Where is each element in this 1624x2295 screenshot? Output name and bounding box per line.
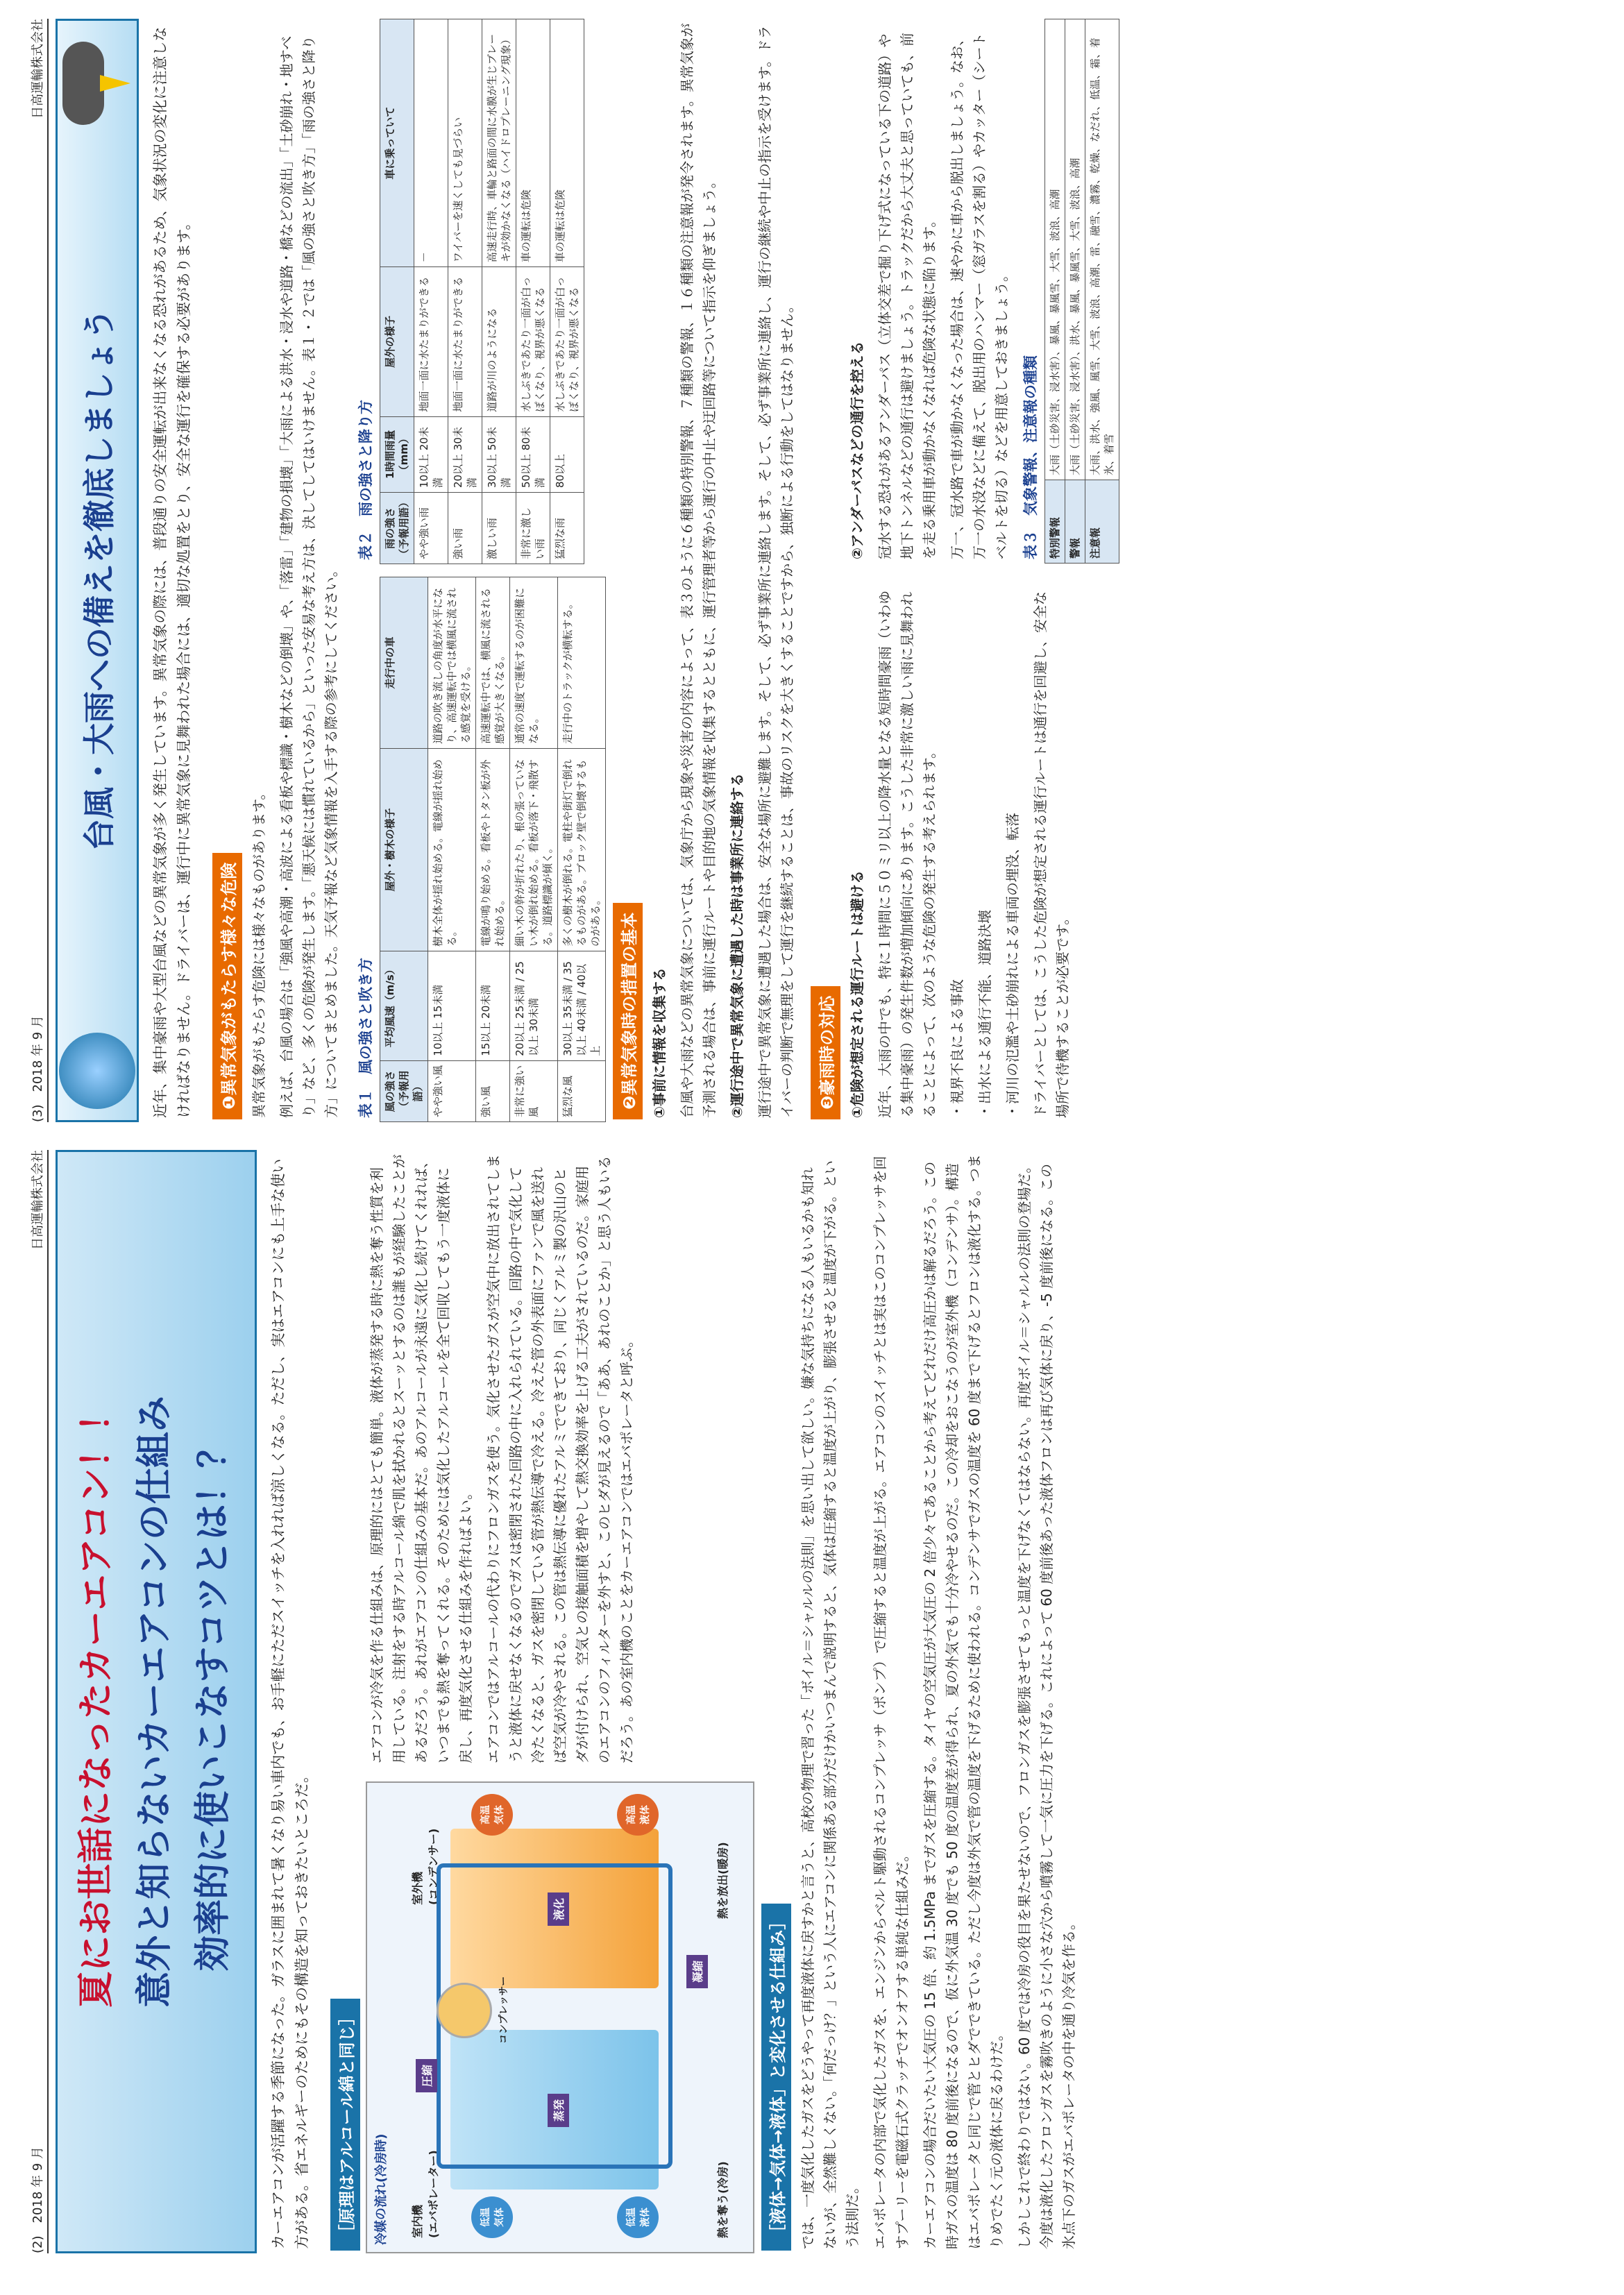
- table-row: 非常に激しい雨 50以上 80未満 水しぶきであたり一面が白っぽくなり、視界が悪くなる 車の運転は危険: [516, 19, 550, 564]
- heavy-rain-bullet-2: ・出水による通行不能、道路決壊: [976, 910, 993, 1118]
- heat-release-label: 熱を放出(暖房): [716, 1842, 729, 1919]
- table3-caption: 表３ 気象警報、注意報の種類: [1022, 355, 1039, 559]
- measures-paragraph-2: 運行途中で異常気象に遭遇した場合は、安全な場所に避難します。そして、必ず事業所に連絡します。そして、必ず事業所に連絡し、運行の継続や中止の指示を受けます。ドライバーの判断で無理をして運行を継続することは、事故のリスクを大きくすることですから、独断による行動をしてはなりません。: [756, 25, 795, 1118]
- heavy-rain-paragraph-2: ドライバーとしては、こうした危険が想定される運行ルートは通行を回避し、安全な場所で待機することが必要です。: [1032, 591, 1071, 1118]
- table1-header: 平均風速（m/s）: [380, 951, 428, 1061]
- dangers-paragraph-2: 例えば、台風の場合は「強風や高潮・高波による看板や標識・樹木などの倒壊」や、「落雷」「建物の損壊」「大雨による洪水・浸水や道路・橋などの流出」「土砂崩れ・地すべり」など、多くの危険が発生します。「悪天候には慣れているから」といった安易な考え方は、決してしてはいけません。表１・２では「風の強さと吹き方」「雨の強さと降り方」についてまとめました。天気予報など気象情報を入手する際の参考にしてください。: [278, 35, 339, 1118]
- warning-types-table: [1044, 19, 1119, 564]
- phase-paragraph-2: エバポレータの内部で気化したガスを、エンジンからベルト駆動されるコンプレッサ（ポンプ）で圧縮すると温度が上がる。エアコンのスイッチとは実はこのコンプレッサを回すプーリーを電磁石式クラッチでオンオフする単純な仕組みだ。: [872, 1155, 911, 2249]
- step-liquefy: 液化: [548, 1892, 569, 1926]
- table1-caption: 表１ 風の強さと吹き方: [357, 958, 374, 1118]
- headline-line-2: 意外と知らないカーエアコンの仕組み: [134, 1396, 176, 2008]
- phase-paragraph-3: カーエアコンの場合だいたい大気圧の 15 倍、約 1.5MPa までガスを圧縮する。タイヤの空気圧が大気圧の 2 倍少々であることから考えてどれだけ高圧かは解るだろう。この時ガスの温度は 80 度前後になるので、仮に外気温 30 度でも 50 度の温度差が得られ、夏の外気でも十分冷やせるのだ。この冷却をおこなうのが室外機（コンデンサ）。構造はエバポレータと同じで管とヒダでできている。ただし今度は外気で管の温度を下げるために使われる。コンデンサでガスの温度を 60 度まで下げるとフロンは液化する。つまりめでたく元の液体に戻るわけだ。: [922, 1154, 1005, 2249]
- measures-paragraph-1: 台風や大雨などの異常気象については、気象庁から現象や災害の内容によって、表３のように６種類の特別警報、７種類の警報、１６種類の注意報が発令されます。異常気象が予測される場合は、事前に運行ルートや目的地の気象情報を収集するとともに、運行管理者等から運行の中止や迂回路等について指示を仰ぎましょう。: [679, 23, 718, 1118]
- typhoon-banner: [56, 19, 139, 1122]
- wind-strength-table: [380, 577, 606, 1122]
- measures-heading-2: ②運行途中で異常気象に遭遇した時は事業所に連絡する: [729, 773, 745, 1118]
- heavy-rain-paragraph-1: 近年、大雨の中でも、特に１時間に５０ミリ以上の降水量となる短時間豪雨（いわゆる集中豪雨）の発生件数が増加傾向にあります。こうした非常に激しい雨に見舞われることによって、次のような危険の発生する考えられます。: [877, 591, 938, 1118]
- table-row: 強い風 15以上 20未満 電線が鳴り始める。看板やトタン板が外れ始める。 高速運転中では、横風に流される感覚が大きくなる。: [476, 577, 510, 1122]
- table1-header: 走行中の車: [380, 577, 428, 749]
- thunder-cloud-icon: [56, 35, 139, 132]
- table-row: 激しい雨 30以上 50未満 道路が川のようになる 高速走行時、車輪と路面の間に水膜が生じブレーキが効かなくなる（ハイドロプレーニング現象）: [482, 19, 516, 564]
- company-name: 日高運輸株式会社: [31, 19, 45, 119]
- table2-header: 屋外の様子: [380, 267, 414, 416]
- section-heading-phase-change: ［液体→気体→液体」と変化させる仕組み］: [761, 1904, 791, 2251]
- section-heading-principle: ［原理はアルコール綿と同じ］: [330, 1999, 360, 2251]
- section-heading-heavy-rain: ❸豪雨時の対応: [811, 986, 840, 1119]
- rain-strength-table: [380, 19, 584, 564]
- table-row: 注意報 大雨、洪水、強風、風雪、大雪、波浪、高潮、雷、融雪、濃霧、乾燥、なだれ、低温、霜、着氷、着雪: [1085, 19, 1119, 564]
- page-number-date: (3) 2018 年 9 月: [31, 1015, 45, 1122]
- heavy-rain-bullet-1: ・視界不良による事故: [949, 979, 965, 1118]
- page-number-date: (2) 2018 年 9 月: [31, 2146, 45, 2253]
- intro-text: 近年、集中豪雨や大型台風などの異常気象が多く発生しています。異常気象の際には、普段通りの安全運転が出来なくなる恐れがあるため、気象状況の変化に注意しなければなりません。ドライバーは、運行中に異常気象に見舞われた場合には、適切な処置をとり、安全な運行を確保する必要があります。: [152, 26, 192, 1118]
- table-row: やや強い風 10以上 15未満 樹木全体が揺れ始める。電線が揺れ始める。 道路の吹き流しの角度が水平になり、高速運転中では横風に流される感覚を受ける。: [428, 577, 476, 1122]
- diagram-title: 冷媒の流れ(冷房時): [374, 2133, 389, 2245]
- table-row: 特別警報 大雨（土砂災害、浸水害）、暴風、暴風雪、大雪、波浪、高潮: [1045, 19, 1065, 564]
- step-condense: 凝縮: [686, 1955, 708, 1988]
- phase-paragraph-1: では、一度気化したガスをどうやって再度液体に戻すかと言うと、高校の物理で習った「ボイル＝シャルルの法則」を思い出して欲しい。嫌な気持ちになる人もいるかも知れないが、全然難しくない。「何だっけ？」という人にエアコンに関係ある部分だけかいつまんで説明すると、気体は圧縮すると温度が上がり、膨張させると温度が下がる。という法則だ。: [800, 1160, 861, 2249]
- table-row: 猛烈な風 30以上 35未満 / 35以上 40未満 / 40以上 多くの樹木が倒れる。電柱や街灯で倒れるものがある。ブロック壁で倒壊するものがある。 走行中のトラックが横転する。: [558, 577, 606, 1122]
- table-row: 非常に強い風 20以上 25未満 / 25以上 30未満 細い木の幹が折れたり、根の張っていない木が倒れ始める。看板が落下・飛散する。道路標識が傾く。 通常の速度で運転するのが困難になる。: [510, 577, 558, 1122]
- table-row: 強い雨 20以上 30未満 地面一面に水たまりができる ワイパーを速くしても見づらい: [448, 19, 482, 564]
- table1-header: 屋外・樹木の様子: [380, 748, 428, 951]
- page-2: [28, 1150, 1582, 2253]
- step-evaporate: 蒸発: [548, 2094, 569, 2127]
- typhoon-map-icon: [59, 1033, 135, 1109]
- page-header: [28, 1150, 49, 2253]
- indoor-unit-label: 室内機 (エバポレーター): [411, 2150, 440, 2238]
- table2-header: 車に乗っていて: [380, 19, 414, 267]
- section-heading-dangers: ❶異常気象がもたらす様々な危険: [212, 853, 242, 1119]
- measures-heading-1: ①事前に情報を収集する: [651, 967, 668, 1118]
- heavy-rain-bullet-3: ・河川の氾濫や土砂崩れによる車両の埋没、転落: [1004, 813, 1021, 1118]
- intro-text: カーエアコンが活躍する季節になった。ガラスに囲まれて暑くなり易い車内でも、お手軽にただスイッチを入れれば涼しくなる。ただし、実はエアコンにも上手な使い方がある。省エネルギーのためにもその構造を知っておきたいところだ。: [270, 1158, 310, 2249]
- compressor-label: コンプレッサー: [498, 1976, 509, 2044]
- step-compress: 圧縮: [416, 2059, 437, 2092]
- banner-title: 台風・大雨への備えを徹底しましょう: [81, 308, 118, 851]
- principle-paragraph-1: エアコンが冷気を作る仕組みは、原理的にはとても簡単。液体が蒸発する時に熱を奪う性質を利用している。注射をする時アルコール綿で肌を拭かれるとスーッとするのは誰もが経験したことがあるだろう。あれがエアコンの仕組みの基本だ。あのアルコールが永遠に気化し続けてくれれば、いつまでも熱を奪ってくれる。そのためには気化したアルコールを全て回収してもう一度液体に戻し、再度気化させる仕組みを作ればよい。: [369, 1154, 474, 1763]
- high-temp-liquid-bubble: 高温 液体: [617, 1794, 659, 1836]
- refrigerant-flow-diagram: [366, 1781, 754, 2253]
- heavy-rain-heading-1: ①危険が想定される運行ルートは避ける: [849, 870, 865, 1118]
- outdoor-unit-label: 室外機 (コンデンサー): [411, 1828, 440, 1905]
- section-heading-measures: ❷異常気象時の措置の基本: [613, 903, 643, 1119]
- headline-banner: [56, 1150, 257, 2253]
- table2-caption: 表２ 雨の強さと降り方: [357, 400, 374, 560]
- low-temp-gas-bubble: 低温 気体: [471, 2196, 513, 2238]
- headline-line-1: 夏にお世話になったカーエアコン！！: [76, 1396, 117, 2008]
- compressor-icon: [437, 1983, 492, 2038]
- page-header: [28, 19, 49, 1122]
- table2-header: 1時間雨量（mm）: [380, 416, 414, 492]
- heat-absorb-label: 熱を奪う(冷房): [716, 2161, 729, 2238]
- phase-paragraph-4: しかしこれで終わりではない。60 度では冷房の役目を果たせないので、フロンガスを膨張させてもっと温度を下げなくてはならない。再度ボイル＝シャルルの法則の登場だ。今度は液化したフロンガスを霧吹きのように小さな穴から噴霧して一気に圧力を下げる。これによって 60 度前後あった液体フロンは再び気体に戻り、-5 度前後になる。この氷点下のガスがエバポレータの中を通り冷気を作る。: [1016, 1159, 1077, 2249]
- high-temp-gas-bubble: 高温 気体: [471, 1794, 513, 1836]
- company-name: 日高運輸株式会社: [31, 1150, 45, 1250]
- page-3: [28, 19, 1582, 1122]
- table-row: 警報 大雨（土砂災害、浸水害）、洪水、暴風、暴風雪、大雪、波浪、高潮: [1065, 19, 1085, 564]
- headline-line-3: 効率的に使いこなすコツとは！？: [192, 1432, 234, 1972]
- dangers-paragraph-1: 異常気象がもたらす危険には様々なものがあります。: [251, 786, 267, 1118]
- heavy-rain-paragraph-3: 冠水する恐れがあるアンダーパス（立体交差で掘り下げ式になっている下の道路）や地下トンネルなどの通行は避けましょう。トラックだから大丈夫と思っていても、前を走る乗用車が動かなくなれば危険な状態に陥ります。: [877, 33, 938, 559]
- table-row: やや強い雨 10以上 20未満 地面一面に水たまりができる －: [414, 19, 448, 564]
- heavy-rain-heading-2: ②アンダーパスなどの通行を控える: [849, 341, 865, 559]
- table-row: 猛烈な雨 80以上 水しぶきであたり一面が白っぽくなり、視界が悪くなる 車の運転は危険: [550, 19, 584, 564]
- table2-header: 雨の強さ（予報用語）: [380, 493, 414, 564]
- principle-paragraph-2: エアコンではアルコールの代わりにフロンガスを使う。気化させたガスが空気中に放出されてしまうと液体に戻せなくなるのでガスは密閉された回路の中に入れられている。回路の中で気化して冷たくなると、ガスを密閉している管が熱伝導で冷える。冷えた管の外表面にファンで風を送れば空気が冷やされる。この管は熱伝導に優れたアルミでできており、同じくアルミ製の沢山のヒダが付けられ、空気との接触面積を増やして熱交換効率を上げる工夫がされているのだ。家庭用のエアコンのフィルターを外すと、このヒダが見えるので「ああ、あれのことか」と思う人もいるだろう。あの室内機のことをカーエアコンではエバポレータと呼ぶ。: [485, 1154, 635, 1763]
- heavy-rain-paragraph-4: 万一、冠水路で車が動かなくなった場合は、速やかに車から脱出しましょう。なお、万一の水没などに備えて、脱出用のハンマー（窓ガラスを割る）やカッター（シートベルトを切る）などを用意しておきましょう。: [949, 32, 1010, 559]
- low-temp-liquid-bubble: 低温 液体: [617, 2196, 659, 2238]
- table1-header: 風の強さ（予報用語）: [380, 1060, 428, 1121]
